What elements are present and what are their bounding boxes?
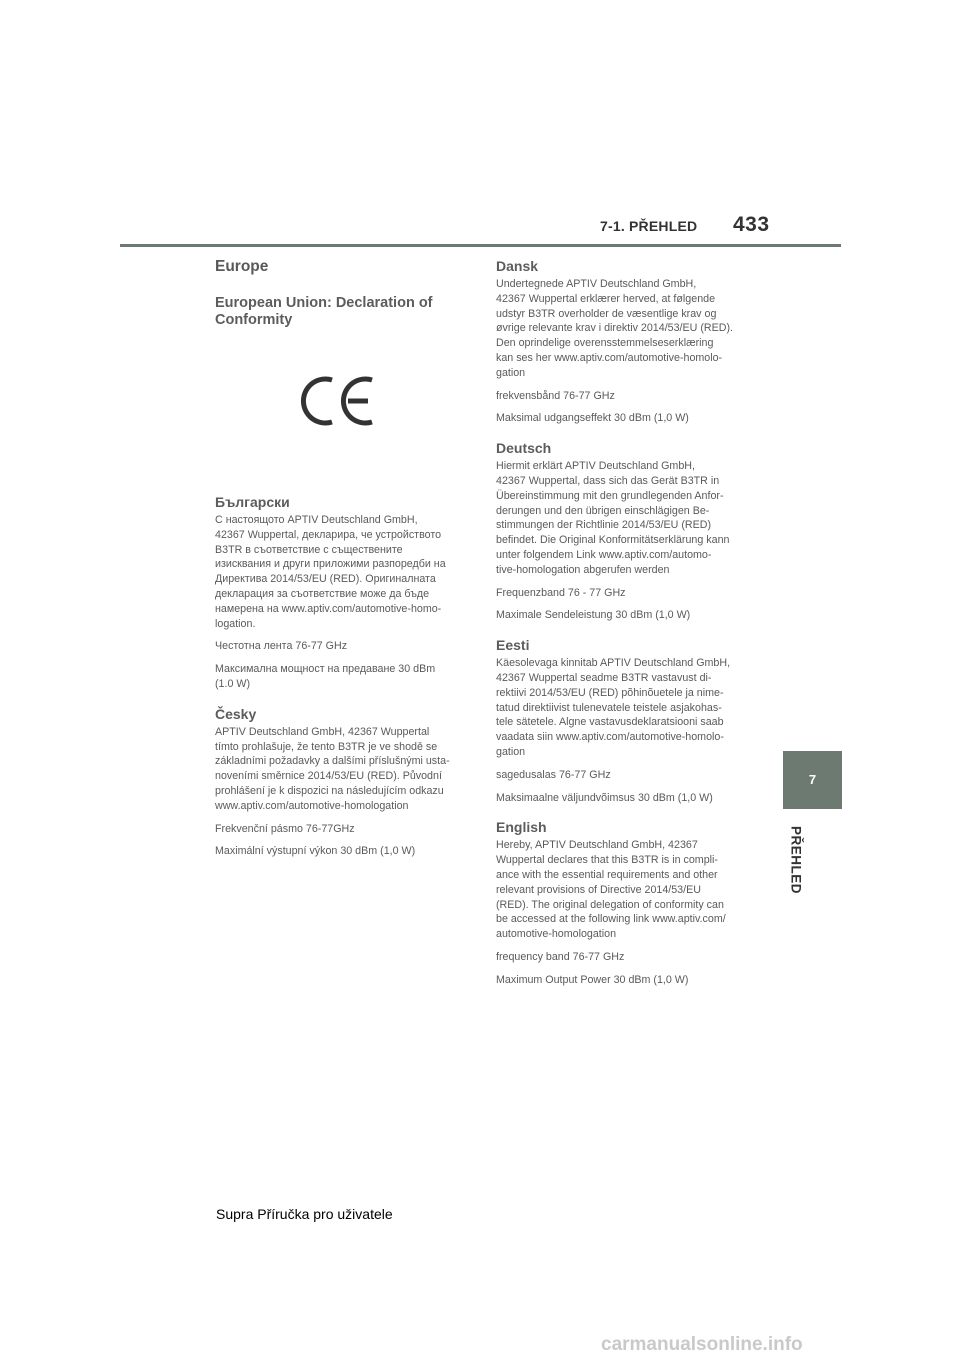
german-heading: Deutsch — [496, 440, 552, 457]
danish-heading: Dansk — [496, 258, 539, 274]
english-heading: English — [496, 819, 547, 836]
estonian-power: Maksimaalne väljundvõimsus 30 dBm (1,0 W) — [496, 791, 713, 804]
bulgarian-line: Директива 2014/53/EU (RED). Оригиналната — [215, 573, 436, 586]
german-line: stimmungen der Richtlinie 2014/53/EU (RED) — [496, 519, 712, 532]
danish-line: Undertegnede APTIV Deutschland GmbH, — [496, 278, 697, 290]
danish-frequency: frekvensbånd 76-77 GHz — [496, 389, 615, 402]
bulgarian-body — [215, 513, 465, 631]
chapter-side-label — [776, 822, 816, 897]
ce-mark — [298, 372, 378, 430]
german-body — [496, 459, 751, 577]
german-line: tive-homologation abgerufen werden — [496, 563, 670, 576]
declaration-title — [215, 295, 465, 329]
danish-line: 42367 Wuppertal erklærer herved, at følgende — [496, 292, 716, 305]
czech-line: tímto prohlašuje, že tento B3TR je ve shodě se — [215, 740, 438, 753]
bulgarian-line: изисквания и други приложими разпоредби на — [215, 558, 446, 571]
estonian-heading: Eesti — [496, 637, 530, 654]
danish-line: kan ses her www.aptiv.com/automotive-homolo- — [496, 351, 723, 364]
english-line: automotive-homologation — [496, 928, 617, 941]
bulgarian-heading: Български — [215, 494, 290, 510]
estonian-line: tatud direktiivist tulenevatele teistele asjakohas- — [496, 701, 722, 714]
english-frequency: frequency band 76-77 GHz — [496, 950, 625, 963]
german-line: Übereinstimmung mit den grundlegenden Anfor- — [496, 489, 724, 502]
bulgarian-power — [215, 662, 465, 692]
german-frequency: Frequenzband 76 - 77 GHz — [496, 586, 626, 599]
english-line: relevant provisions of Directive 2014/53/EU — [496, 883, 701, 896]
czech-power: Maximální výstupní výkon 30 dBm (1,0 W) — [215, 845, 416, 858]
bulgarian-line: 42367 Wuppertal, декларира, че устройството — [215, 528, 442, 541]
right-column — [496, 258, 751, 987]
estonian-frequency: sagedusalas 76-77 GHz — [496, 768, 611, 781]
czech-line: noveními směrnice 2014/53/EU (RED). Původní — [215, 770, 442, 783]
danish-power: Maksimal udgangseffekt 30 dBm (1,0 W) — [496, 412, 689, 425]
czech-line: prohlášení je k dispozici na následujícím odkazu — [215, 784, 444, 797]
bulgarian-line: декларация за съответствие може да бъде — [215, 587, 430, 600]
czech-heading: Česky — [215, 705, 257, 722]
english-line: ance with the essential requirements and other — [496, 868, 718, 881]
bulgarian-line: logation. — [215, 617, 256, 630]
header-rule — [120, 244, 841, 247]
declaration-title-line2: Conformity — [215, 312, 293, 328]
bulgarian-power-line: (1.0 W) — [215, 677, 251, 690]
czech-frequency: Frekvenční pásmo 76-77GHz — [215, 822, 355, 835]
german-power: Maximale Sendeleistung 30 dBm (1,0 W) — [496, 609, 691, 622]
english-line: be accessed at the following link www.aptiv.com/ — [496, 913, 726, 926]
german-line: derungen und den übrigen einschlägigen Be- — [496, 504, 710, 517]
czech-line: APTIV Deutschland GmbH, 42367 Wuppertal — [215, 725, 430, 738]
german-line: befindet. Die Original Konformitätserklärung kann — [496, 534, 730, 547]
estonian-body — [496, 656, 751, 760]
estonian-line: 42367 Wuppertal seadme B3TR vastavust di- — [496, 671, 712, 684]
english-power: Maximum Output Power 30 dBm (1,0 W) — [496, 973, 689, 986]
czech-body — [215, 725, 465, 814]
bulgarian-line: намерена на www.aptiv.com/automotive-homo- — [215, 602, 442, 615]
estonian-line: rektiivi 2014/53/EU (RED) põhinõuetele ja nime- — [496, 686, 724, 699]
left-column — [215, 258, 465, 859]
chapter-tab: 7 — [783, 751, 842, 809]
czech-line: www.aptiv.com/automotive-homologation — [215, 799, 409, 812]
estonian-line: Käesolevaga kinnitab APTIV Deutschland GmbH, — [496, 657, 731, 670]
danish-line: øvrige relevante krav i direktiv 2014/53/EU (RED). — [496, 322, 733, 335]
region-title: Europe — [215, 258, 269, 275]
bulgarian-line: С настоящото APTIV Deutschland GmbH, — [215, 514, 418, 526]
danish-body — [496, 277, 751, 381]
czech-line: základními požadavky a dalšími příslušnými usta- — [215, 755, 450, 768]
estonian-line: vaadata siin www.aptiv.com/automotive-homolo- — [496, 731, 724, 744]
estonian-line: tele sätetele. Algne vastavusdeklaratsiooni saab — [496, 716, 724, 729]
danish-line: udstyr B3TR overholder de væsentlige krav og — [496, 307, 717, 320]
chapter-side-label-text: PŘEHLED — [788, 825, 804, 894]
estonian-line: gation — [496, 745, 526, 758]
page-number: 433 — [733, 213, 770, 236]
watermark[interactable]: carmanualsonline.info — [601, 1334, 803, 1355]
english-body — [496, 838, 751, 942]
danish-line: Den oprindelige overensstemmelseserklæring — [496, 337, 714, 350]
manual-title: Supra Příručka pro uživatele — [216, 1206, 393, 1222]
bulgarian-line: B3TR в съответствие с съществените — [215, 543, 403, 556]
german-line: Hiermit erklärt APTIV Deutschland GmbH, — [496, 460, 695, 473]
german-line: 42367 Wuppertal, dass sich das Gerät B3TR in — [496, 474, 720, 487]
english-line: Wuppertal declares that this B3TR is in compli- — [496, 854, 718, 867]
ce-mark-icon — [298, 372, 378, 430]
bulgarian-frequency: Честотна лента 76-77 GHz — [215, 640, 348, 653]
declaration-title-line1: European Union: Declaration of — [215, 295, 433, 311]
english-line: (RED). The original delegation of conformity can — [496, 898, 724, 911]
german-line: unter folgendem Link www.aptiv.com/automo- — [496, 548, 712, 561]
section-title: 7-1. PŘEHLED — [600, 218, 698, 234]
english-line: Hereby, APTIV Deutschland GmbH, 42367 — [496, 839, 698, 852]
danish-line: gation — [496, 366, 526, 379]
bulgarian-power-line: Максимална мощност на предаване 30 dBm — [215, 663, 436, 676]
